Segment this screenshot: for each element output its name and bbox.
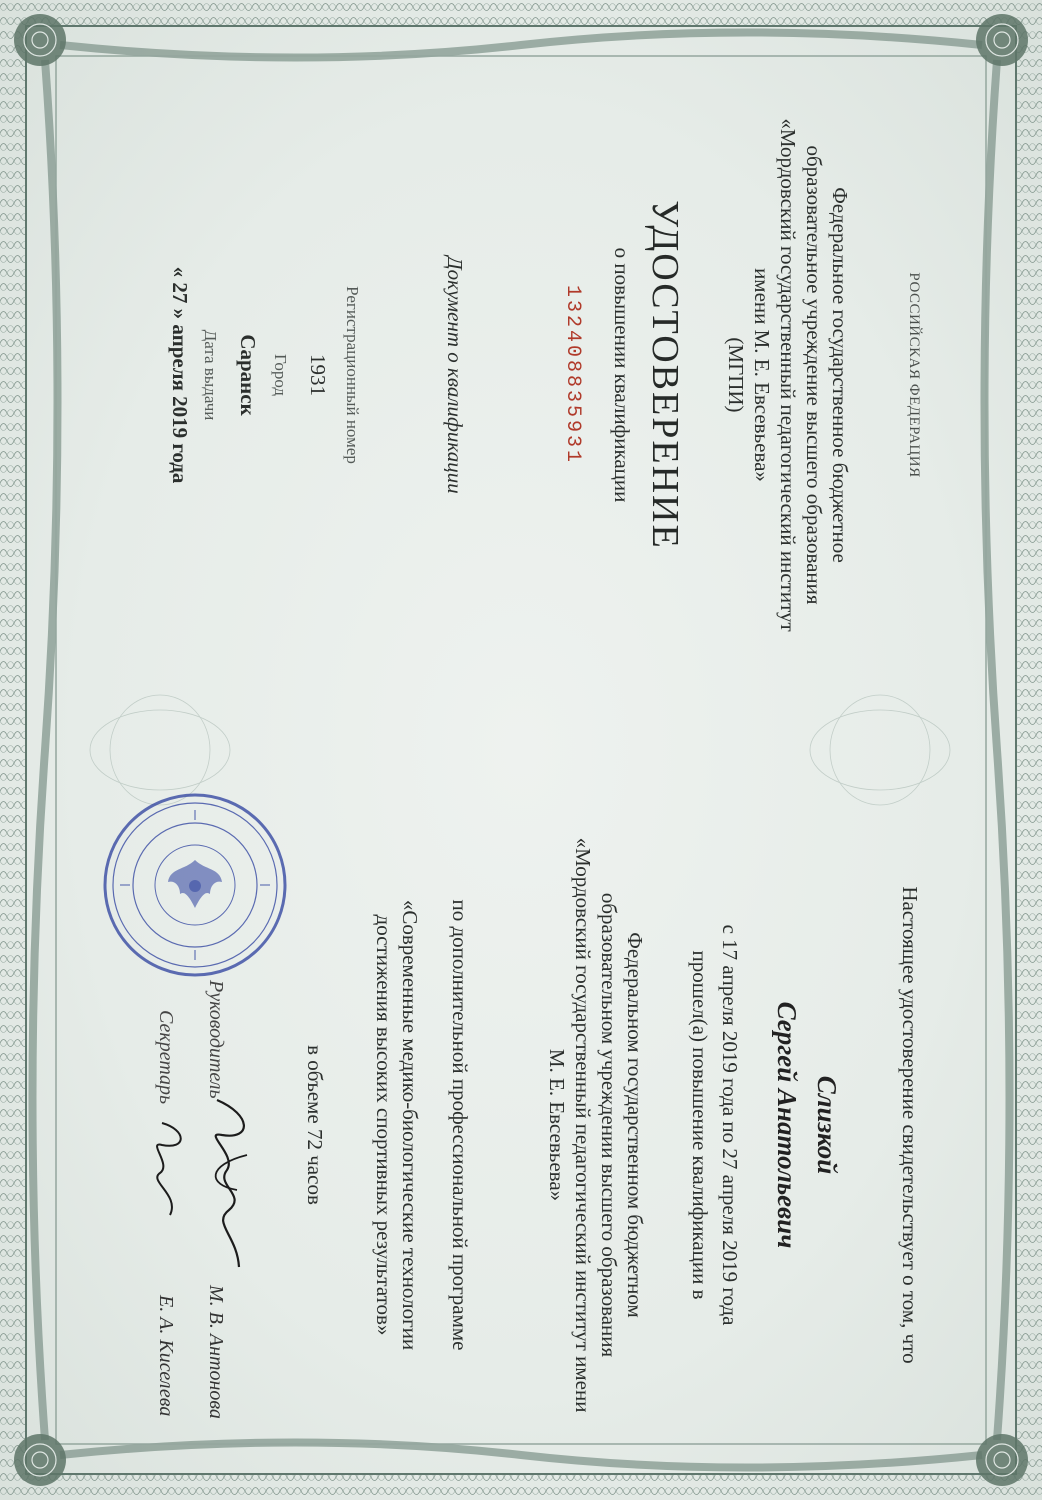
head-signature (197, 1095, 257, 1275)
training-period: с 17 апреля 2019 года по 27 апреля 2019 года (718, 924, 742, 1326)
head-label: Руководитель (205, 980, 227, 1099)
institution-line-4: имени М. Е. Евсевьева» (750, 268, 774, 482)
official-stamp (100, 790, 290, 980)
secretary-name-row (154, 1295, 177, 1416)
secretary-label: Секретарь (155, 1010, 177, 1105)
city-name: Саранск (236, 334, 260, 416)
program-line-2: достижения высоких спортивных результатов» (372, 914, 396, 1336)
passed-text: прошел(а) повышение квалификации в (688, 950, 712, 1300)
secretary-signature-row (154, 1010, 177, 1104)
holder-given-name: Сергей Анатольевич (772, 1001, 802, 1249)
program-line-1: «Современные медико-биологические технологии (398, 899, 422, 1351)
country-name: РОССИЙСКАЯ ФЕДЕРАЦИЯ (906, 272, 922, 478)
city-label: Город (271, 354, 290, 396)
reg-number: 1931 (306, 354, 330, 396)
org-line-4: М. Е. Евсевьева» (545, 1048, 569, 1202)
document-title: УДОСТОВЕРЕНИЕ (644, 200, 686, 550)
issue-date-label: Дата выдачи (201, 329, 220, 421)
issue-date: « 27 » апреля 2019 года (168, 266, 192, 484)
head-name-row (204, 1285, 227, 1419)
secretary-name: Е. А. Киселева (155, 1295, 177, 1417)
org-line-3: «Мордовский государственный педагогический институт имени (571, 837, 595, 1413)
program-intro: по дополнительной профессиональной программе (448, 899, 472, 1351)
institution-line-3: «Мордовский государственный педагогический институт (776, 118, 800, 632)
document-type: Документ о квалификации (443, 256, 467, 494)
head-signature-row (204, 980, 227, 1099)
intro-text: Настоящее удостоверение свидетельствует о том, что (898, 886, 922, 1364)
org-line-1: Федеральном государственном бюджетном (623, 932, 647, 1318)
serial-number: 132408835931 (561, 284, 584, 466)
org-line-2: образовательном учреждении высшего образования (597, 892, 621, 1358)
head-name: М. В. Антонова (205, 1285, 227, 1419)
institution-line-1: Федеральное государственное бюджетное (828, 187, 852, 563)
hours-text: в объеме 72 часов (303, 1045, 327, 1205)
institution-line-2: образовательное учреждение высшего образования (802, 145, 826, 605)
secretary-signature (142, 1115, 192, 1225)
institution-line-5: (МГПИ) (724, 337, 748, 413)
document-subtitle: о повышении квалификации (610, 247, 634, 503)
reg-number-label: Регистрационный номер (343, 286, 362, 464)
holder-surname: Слизкой (812, 1075, 842, 1175)
